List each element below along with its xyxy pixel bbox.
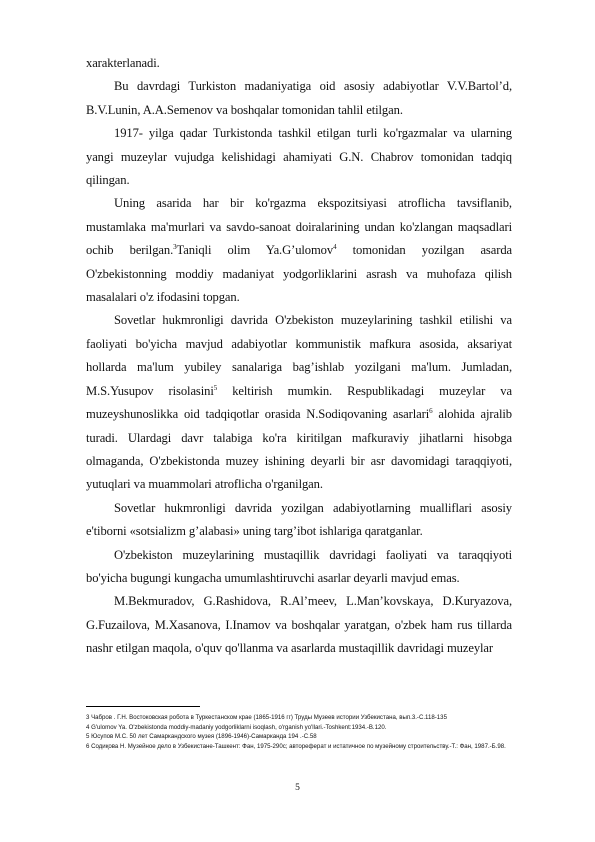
paragraph-text: alohida ajralib turadi. Ulardagi davr talabiga ko'ra kiritilgan mafkuraviy jihatlarni hisobga olmaganda, O'zbekistonda muzey ishining deyarli bir asr davomidagi taraqqiyoti, yutuqlari va muammolari atroflicha o'rganilgan.: [86, 407, 512, 492]
footnote: 6 Содиқова Н. Музейное дело в Узбекистане-Ташкент: Фан, 1975-290с; автореферат и истатичное по музейному строительству.-Т.: Фан, 1987.-Б.98.: [86, 743, 506, 751]
footnote-ref[interactable]: 3: [173, 243, 177, 252]
page-number: 5: [295, 783, 300, 793]
paragraph: Bu davrdagi Turkiston madaniyatiga oid asosiy adabiyotlar V.V.Bartol’d, B.V.Lunin, A.A.Semenov va boshqalar tomonidan tahlil etilgan.: [86, 79, 512, 117]
footnote-divider: [86, 706, 200, 707]
paragraph: [86, 309, 512, 496]
footnote: 3 Чабров . Г.Н. Востоковская робота в Туркестанском крае (1865-1916 гг) Труды Музеев истории Узбекистана, вып.3.-С.118-135: [86, 714, 447, 721]
paragraph-text: tomonidan yozilgan asarda O'zbekistonning moddiy madaniyat yodgorliklarini asrash va muhofaza qilish masalalari o'z ifodasini topgan.: [86, 243, 513, 305]
footnote: 4 G'ulomov Ya. O'zbekistonda moddiy-madaniy yodgorliklarni isoqlash, o'rganish yo'llari.-Toshkent:1934.-B.120.: [86, 723, 387, 731]
footnote: 5 Юсупов М.С. 50 лет Самаркандского музея (1896-1946)-Самарканда 194 .-С.58: [86, 733, 317, 741]
footnote-ref[interactable]: 6: [429, 406, 433, 415]
paragraph: M.Bekmuradov, G.Rashidova, R.Al’meev, L.Man’kovskaya, D.Kuryazova, G.Fuzailova, M.Xasanova, I.Inamov va boshqalar yaratgan, o'zbek ham rus tillarda nashr etilgan maqola, o'quv qo'llanma va asarlarda mustaqillik davridagi muzeylar: [86, 594, 512, 656]
paragraph: xarakterlanadi.: [86, 56, 160, 70]
paragraph-text: Sovetlar hukmronligi davrida O'zbekiston muzeylarining tashkil etilishi va faoliyati bo'yicha mavjud adabiyotlar kommunistik mafkura asosida, aksariyat hollarda ma'lum yubiley sanalariga bag’ishlab yozilgani ma'lum. Jumladan, M.S.Yusupov risolasini: [86, 313, 512, 398]
footnotes: [86, 713, 512, 752]
footnote-ref[interactable]: 4: [333, 243, 337, 252]
paragraph: 1917- yilga qadar Turkistonda tashkil etilgan turli ko'rgazmalar va ularning yangi muzeylar vujudga kelishidagi ahamiyati G.N. Chabrov tomonidan tadqiq qilingan.: [86, 126, 512, 188]
paragraph: [86, 192, 512, 309]
paragraph-text: Uning asarida har bir ko'rgazma ekspozitsiyasi atroflicha tavsiflanib, mustamlaka ma'murlari va savdo-sanoat doiralarining undan ko'zlangan maqsadlari ochib berilgan.: [86, 196, 512, 258]
body-text: [86, 52, 512, 661]
paragraph: Sovetlar hukmronligi davrida yozilgan adabiyotlarning mualliflari asosiy e'tiborni «sotsializm g’alabasi» uning targ’ibot ishlariga qaratganlar.: [86, 500, 512, 539]
paragraph-text: keltirish mumkin. Respublikadagi muzeylar va muzeyshunoslikka oid tadqiqotlar orasida N.Sodiqovaning asarlari: [86, 383, 512, 422]
footnote-ref[interactable]: 5: [213, 383, 218, 392]
paragraph: O'zbekiston muzeylarining mustaqillik davridagi faoliyati va taraqqiyoti bo'yicha bugungi kungacha umumlashtiruvchi asarlar deyarli mavjud emas.: [86, 547, 512, 585]
paragraph-text: Taniqli olim Ya.G’ulomov: [176, 243, 334, 258]
